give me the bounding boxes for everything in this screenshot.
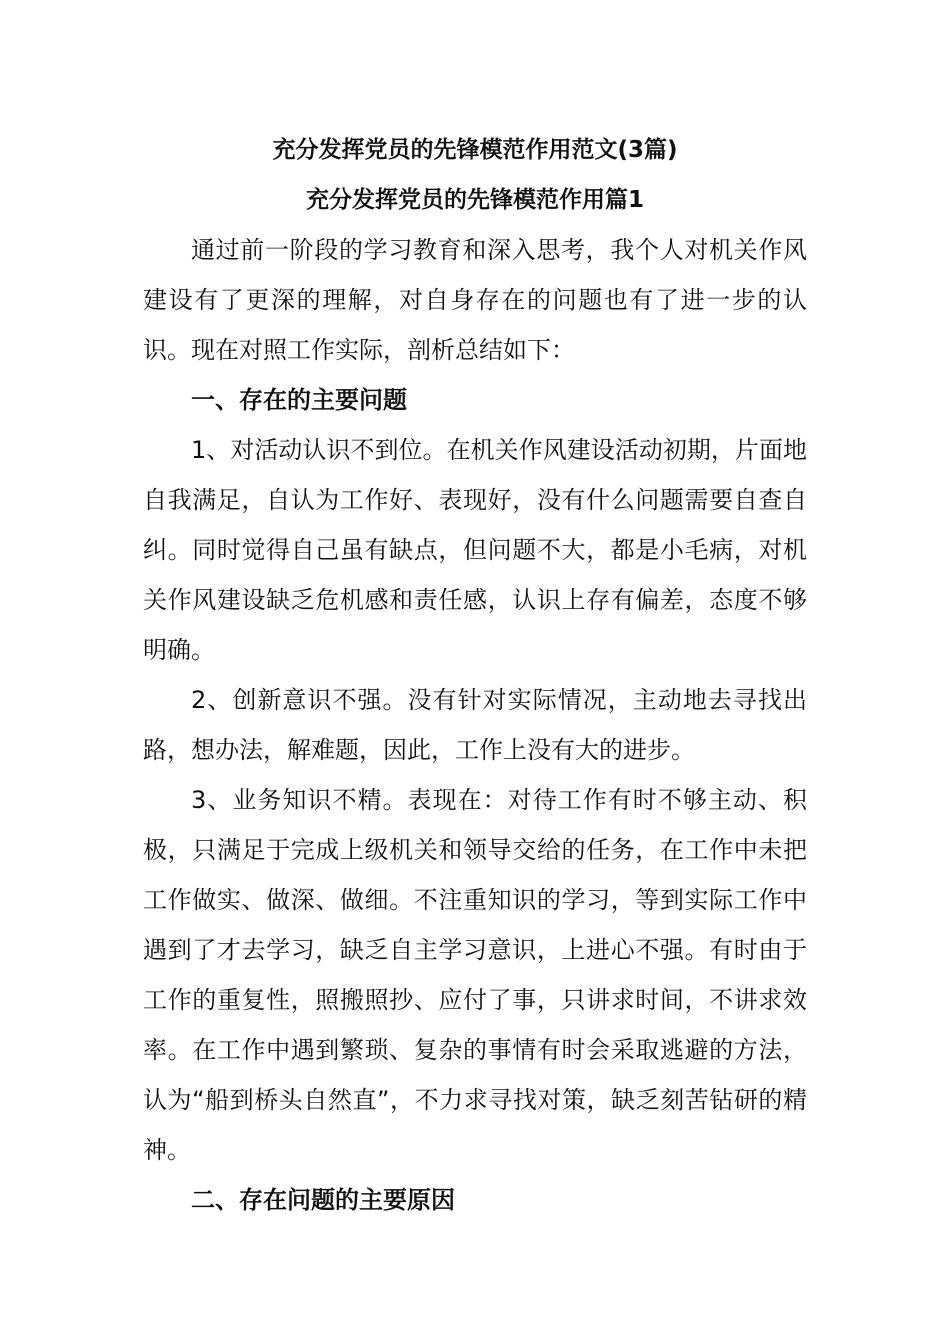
section-heading-2: 二、存在问题的主要原因 [191, 1186, 455, 1214]
problem-item-2: 2、创新意识不强。没有针对实际情况，主动地去寻找出路，想办法，解难题，因此，工作上没有大的进步。 [143, 686, 807, 764]
document-subtitle: 充分发挥党员的先锋模范作用篇1 [305, 187, 644, 213]
intro-paragraph: 通过前一阶段的学习教育和深入思考，我个人对机关作风建设有了更深的理解，对自身存在的问题也有了进一步的认识。现在对照工作实际，剖析总结如下： [143, 236, 807, 364]
document-title: 充分发挥党员的先锋模范作用范文(3篇) [272, 137, 678, 163]
document-body [143, 225, 807, 1225]
problem-item-1: 1、对活动认识不到位。在机关作风建设活动初期，片面地自我满足，自认为工作好、表现好，没有什么问题需要自查自纠。同时觉得自己虽有缺点，但问题不大，都是小毛病，对机关作风建设缺乏危机感和责任感，认识上存有偏差，态度不够明确。 [143, 436, 807, 664]
section-heading-1: 一、存在的主要问题 [191, 386, 407, 414]
problem-item-3: 3、业务知识不精。表现在：对待工作有时不够主动、积极，只满足于完成上级机关和领导交给的任务，在工作中未把工作做实、做深、做细。不注重知识的学习，等到实际工作中遇到了才去学习，缺乏自主学习意识，上进心不强。有时由于工作的重复性，照搬照抄、应付了事，只讲求时间，不讲求效率。在工作中遇到繁琐、复杂的事情有时会采取逃避的方法，认为“船到桥头自然直”，不力求寻找对策，缺乏刻苦钻研的精神。 [143, 786, 807, 1164]
